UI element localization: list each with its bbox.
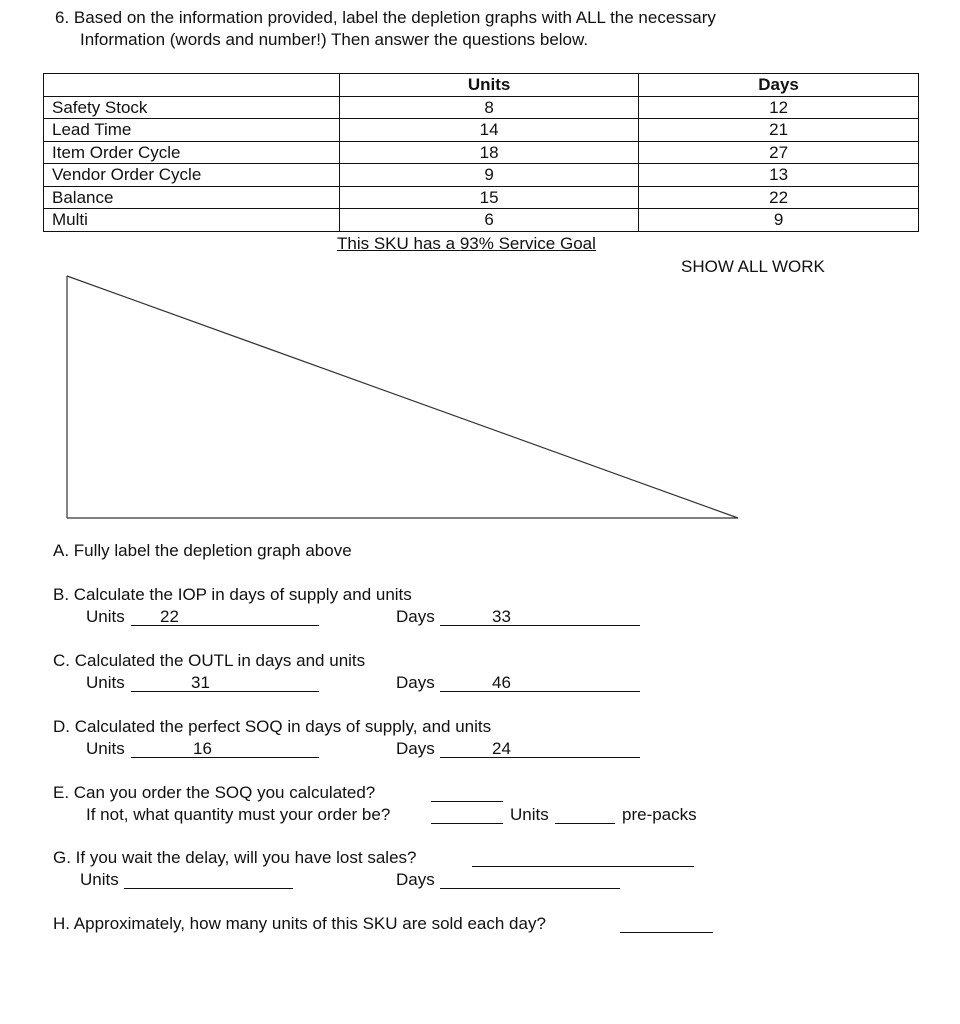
service-goal-note: This SKU has a 93% Service Goal <box>337 234 596 253</box>
table-row <box>44 141 919 164</box>
question-h: H. Approximately, how many units of this SKU are sold each day? <box>53 914 546 933</box>
h-answer-blank[interactable] <box>620 932 713 933</box>
table-header-days: Days <box>639 74 919 97</box>
question-g: G. If you wait the delay, will you have lost sales? <box>53 848 417 867</box>
c-days-label: Days <box>396 673 435 692</box>
e-prepacks-label: pre-packs <box>622 805 697 824</box>
row-units: 18 <box>340 141 639 164</box>
depletion-graph <box>60 268 750 528</box>
instruction-line-1: 6. Based on the information provided, label the depletion graphs with ALL the necessary <box>55 8 716 27</box>
b-units-label: Units <box>86 607 125 626</box>
row-days: 13 <box>639 164 919 187</box>
question-c: C. Calculated the OUTL in days and units <box>53 651 366 670</box>
row-units: 8 <box>340 96 639 119</box>
c-units-label: Units <box>86 673 125 692</box>
row-days: 27 <box>639 141 919 164</box>
table-row <box>44 186 919 209</box>
d-days-label: Days <box>396 739 435 758</box>
d-units-blank[interactable] <box>131 757 319 758</box>
row-units: 6 <box>340 209 639 232</box>
row-days: 22 <box>639 186 919 209</box>
row-days: 12 <box>639 96 919 119</box>
show-all-work: SHOW ALL WORK <box>681 257 825 276</box>
c-units-blank[interactable] <box>131 691 319 692</box>
g-days-label: Days <box>396 870 435 889</box>
g-lost-sales-blank[interactable] <box>472 866 694 867</box>
b-days-label: Days <box>396 607 435 626</box>
d-units-label: Units <box>86 739 125 758</box>
row-label: Safety Stock <box>44 96 340 119</box>
g-days-blank[interactable] <box>440 888 620 889</box>
row-units: 9 <box>340 164 639 187</box>
e-yesno-blank[interactable] <box>431 801 503 802</box>
e-quantity-blank[interactable] <box>431 823 503 824</box>
table-header-units: Units <box>340 74 639 97</box>
row-label: Vendor Order Cycle <box>44 164 340 187</box>
question-d: D. Calculated the perfect SOQ in days of supply, and units <box>53 717 492 736</box>
table-row <box>44 164 919 187</box>
table-row <box>44 96 919 119</box>
table-header-empty <box>44 74 340 97</box>
row-label: Multi <box>44 209 340 232</box>
inventory-table <box>43 73 919 232</box>
row-units: 15 <box>340 186 639 209</box>
row-days: 21 <box>639 119 919 142</box>
b-units-value: 22 <box>160 607 179 626</box>
depletion-line <box>67 276 738 518</box>
row-label: Balance <box>44 186 340 209</box>
d-units-value: 16 <box>193 739 212 758</box>
row-label: Item Order Cycle <box>44 141 340 164</box>
c-days-blank[interactable] <box>440 691 640 692</box>
question-b: B. Calculate the IOP in days of supply and units <box>53 585 412 604</box>
c-units-value: 31 <box>191 673 210 692</box>
row-label: Lead Time <box>44 119 340 142</box>
question-a: A. Fully label the depletion graph above <box>53 541 352 560</box>
d-days-blank[interactable] <box>440 757 640 758</box>
e-units-label: Units <box>510 805 549 824</box>
row-days: 9 <box>639 209 919 232</box>
question-e: E. Can you order the SOQ you calculated? <box>53 783 376 802</box>
b-days-blank[interactable] <box>440 625 640 626</box>
e-units-blank[interactable] <box>555 823 615 824</box>
c-days-value: 46 <box>492 673 511 692</box>
question-e-line2: If not, what quantity must your order be? <box>86 805 391 824</box>
g-units-label: Units <box>80 870 119 889</box>
instruction-line-2: Information (words and number!) Then answer the questions below. <box>80 30 589 49</box>
d-days-value: 24 <box>492 739 511 758</box>
b-days-value: 33 <box>492 607 511 626</box>
table-header-row <box>44 74 919 97</box>
table-row <box>44 209 919 232</box>
row-units: 14 <box>340 119 639 142</box>
table-row <box>44 119 919 142</box>
g-units-blank[interactable] <box>124 888 293 889</box>
